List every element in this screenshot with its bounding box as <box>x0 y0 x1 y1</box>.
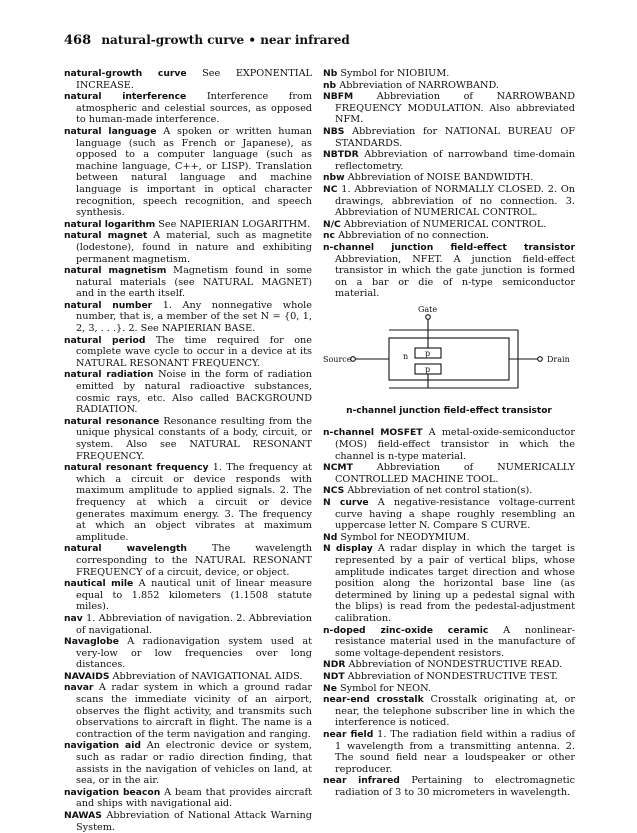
entry-term: navigation aid <box>64 740 141 752</box>
entry-term: nb <box>323 79 337 91</box>
dictionary-entry <box>323 485 575 497</box>
entry-text: An electronic device or system, such as radar or radio direction finding, that assists in the navigation of vehicles on land, at sea, or in the air. <box>76 740 312 787</box>
dictionary-entry <box>323 462 575 485</box>
entry-text: 1. Abbreviation of navigation. 2. Abbreviation of navigational. <box>76 612 312 636</box>
jfet-diagram <box>323 304 575 400</box>
entry-term: Ne <box>323 682 337 694</box>
entry-text: Abbreviation of National Attack Warning System. <box>76 810 312 833</box>
dictionary-entry <box>64 682 312 740</box>
entry-text: 1. Any nonnegative whole number, that is, a member of the set N = {0, 1, 2, 3, . . .}. 2. See NAPIERIAN BASE. <box>76 299 313 335</box>
entry-text: Interference from atmospheric and celestial sources, as opposed to human-made interference. <box>76 91 313 126</box>
dictionary-entry <box>323 775 575 798</box>
entry-text: The time required for one complete wave cycle to occur in a device at its NATURAL RESONANT FREQUENCY. <box>76 334 312 369</box>
entry-term: Nd <box>323 531 338 543</box>
entry-term: N curve <box>323 497 369 509</box>
dictionary-entry <box>64 671 312 683</box>
dictionary-entry <box>64 543 312 578</box>
entry-text: Abbreviation of NARROWBAND FREQUENCY MODULATION. Also abbreviated NFM. <box>335 91 575 126</box>
dictionary-entry <box>64 68 312 91</box>
entry-text: The wavelength corresponding to the NATURAL RESONANT FREQUENCY of a circuit, device, or object. <box>76 543 312 578</box>
dictionary-entry <box>64 613 312 636</box>
dictionary-entry <box>64 787 312 810</box>
entry-term: near field <box>323 728 374 740</box>
figure-caption: n-channel junction field-effect transistor <box>346 405 552 416</box>
entry-text: 1. The radiation field within a radius of 1 wavelength from a transmitting antenna. 2. The sound field near a loudspeaker or other reproducer. <box>335 728 576 775</box>
entry-term: NAVAIDS <box>64 670 110 682</box>
entry-text: A material, such as magnetite (lodestone), found in nature and exhibiting permanent magnetism. <box>76 230 312 265</box>
entry-text: Abbreviation, NFET. A junction field-effect transistor in which the gate junction is formed on a bar or die of n-type semiconductor material. <box>335 253 575 300</box>
entry-term: natural resonant frequency <box>64 462 209 474</box>
left-column <box>64 68 312 833</box>
dictionary-entry <box>64 335 312 370</box>
entry-text: A beam that provides aircraft and ships with navigational aid. <box>76 786 313 810</box>
entry-text: Abbreviation of NONDESTRUCTIVE READ. <box>345 659 563 671</box>
entry-text: A radionavigation system used at very-low or low frequencies over long distances. <box>76 636 312 671</box>
dictionary-entry <box>323 497 575 532</box>
entry-text: Abbreviation of no connection. <box>335 230 490 242</box>
entry-term: natural number <box>64 299 153 311</box>
entry-term: natural magnet <box>64 230 148 242</box>
entry-text: A nautical unit of linear measure equal to 1.852 kilometers (1.1508 statute miles). <box>76 578 313 613</box>
dictionary-entry <box>64 219 312 231</box>
entry-text: Crosstalk originating at, or near, the telephone subscriber line in which the interference is noticed. <box>335 694 575 729</box>
entry-term: NBS <box>323 125 345 137</box>
entry-text: Magnetism found in some natural materials (see NATURAL MAGNET) and in the earth itself. <box>76 265 312 300</box>
n-label: n <box>403 351 409 361</box>
dictionary-entry <box>323 694 575 729</box>
dictionary-entry <box>323 683 575 695</box>
entry-text: See EXPONENTIAL INCREASE. <box>76 68 312 91</box>
entry-text: Symbol for NEON. <box>336 682 432 694</box>
entry-text: Abbreviation of NUMERICALLY CONTROLLED MACHINE TOOL. <box>335 462 575 485</box>
entry-term: nc <box>323 230 335 242</box>
entry-text: A radar display in which the target is represented by a pair of vertical blips, whose amplitude indicates target direction and whose position along the horizontal base line (as determined by lining up a pedestal signal with the blips) is read from the pedestal-adjustment calibration. <box>335 543 575 624</box>
entry-text: A metal-oxide-semiconductor (MOS) field-effect transistor in which the channel is n-type material. <box>335 427 575 462</box>
entry-term: natural resonance <box>64 415 160 427</box>
dictionary-entry <box>323 543 575 624</box>
dictionary-entry <box>323 242 575 300</box>
entry-term: N/C <box>323 218 341 230</box>
entry-term: NBTDR <box>323 149 359 161</box>
entry-text: 1. Abbreviation of NORMALLY CLOSED. 2. On drawings, abbreviation of no connection. 3. Abbreviation of NUMERICAL CONTROL. <box>335 183 575 219</box>
dictionary-entry <box>64 462 312 543</box>
dictionary-entry <box>64 265 312 300</box>
entry-text: A nonlinear-resistance material used in the manufacture of some voltage-dependent resistors. <box>335 624 575 659</box>
entry-text: Abbreviation for NATIONAL BUREAU OF STANDARDS. <box>335 125 575 149</box>
dictionary-entry <box>323 729 575 775</box>
entry-term: natural radiation <box>64 369 154 381</box>
entry-term: natural period <box>64 334 146 346</box>
p-top-label: p <box>425 348 431 358</box>
entry-text: Abbreviation of NOISE BANDWIDTH. <box>344 172 534 184</box>
gate-label: Gate <box>418 304 438 314</box>
dictionary-entry <box>323 80 575 92</box>
entry-term: NCMT <box>323 462 353 474</box>
dictionary-entry <box>64 810 312 833</box>
entry-term: n-channel junction field-effect transistor <box>323 241 575 253</box>
entry-term: N display <box>323 543 373 555</box>
entry-term: navigation beacon <box>64 786 161 798</box>
drain-terminal-icon <box>538 357 543 362</box>
entry-term: NBFM <box>323 91 354 103</box>
entry-text: Abbreviation of NARROWBAND. <box>336 79 500 91</box>
entry-term: near-end crosstalk <box>323 694 424 706</box>
entry-term: nautical mile <box>64 578 134 590</box>
entry-text: Abbreviation of net control station(s). <box>344 485 533 497</box>
entry-text: A negative-resistance voltage-current curve having a shape roughly resembling an uppercase letter N. Compare S CURVE. <box>335 497 575 532</box>
entry-text: See NAPIERIAN LOGARITHM. <box>155 218 311 230</box>
dictionary-entry <box>64 126 312 219</box>
entry-text: A spoken or written human language (such as French or Japanese), as opposed to a computer language (such as machine language, C++, or LISP). Translation between natural language and machine language is important in optical character recognition, speech recognition, and speech synthesis. <box>76 125 312 219</box>
dictionary-entry <box>64 416 312 462</box>
entry-term: natural language <box>64 125 157 137</box>
dictionary-entry <box>323 219 575 231</box>
entry-text: Abbreviation of NONDESTRUCTIVE TEST. <box>344 670 558 682</box>
entry-text: Symbol for NEODYMIUM. <box>337 531 470 543</box>
running-head: natural-growth curve • near infrared <box>101 33 350 47</box>
dictionary-entry <box>323 532 575 544</box>
dictionary-entry <box>64 369 312 415</box>
page-number: 468 <box>64 33 92 48</box>
dictionary-entry <box>64 636 312 671</box>
drain-label: Drain <box>547 354 570 364</box>
source-label: Source <box>323 354 352 364</box>
entry-term: Nb <box>323 68 338 79</box>
entry-text: A radar system in which a ground radar scans the immediate vicinity of an airport, observes the flight activity, and transmits such observations to aircraft in flight. The name is a contraction of the term navigation and ranging. <box>76 682 312 740</box>
dictionary-entry <box>323 671 575 683</box>
dictionary-entry <box>64 578 312 613</box>
page-header <box>64 33 350 48</box>
entry-text: Abbreviation of NAVIGATIONAL AIDS. <box>109 670 303 682</box>
dictionary-entry <box>64 230 312 265</box>
entry-term: natural interference <box>64 91 187 103</box>
dictionary-entry <box>64 91 312 126</box>
dictionary-entry <box>323 184 575 219</box>
entry-term: n-channel MOSFET <box>323 427 423 439</box>
dictionary-entry <box>323 625 575 660</box>
dictionary-entry <box>323 172 575 184</box>
entry-text: Pertaining to electromagnetic radiation of 3 to 30 micrometers in wavelength. <box>335 775 575 798</box>
entry-term: nav <box>64 612 83 624</box>
entry-term: NC <box>323 183 338 195</box>
dictionary-entry <box>323 68 575 80</box>
entry-text: Symbol for NIOBIUM. <box>337 68 450 79</box>
dictionary-entry <box>323 149 575 172</box>
entry-term: Navaglobe <box>64 636 119 648</box>
entry-text: Resonance resulting from the unique physical constants of a body, circuit, or system. Also see NATURAL RESONANT FREQUENCY. <box>76 415 312 462</box>
entry-text: Noise in the form of radiation emitted by natural radioactive substances, cosmic rays, etc. Also called BACKGROUND RADIATION. <box>76 369 312 416</box>
entry-term: natural wavelength <box>64 543 187 555</box>
dictionary-entry <box>323 427 575 462</box>
entry-text: Abbreviation of NUMERICAL CONTROL. <box>340 218 547 230</box>
entry-term: NDT <box>323 670 345 682</box>
entry-text: Abbreviation of narrowband time-domain reflectometry. <box>335 149 575 172</box>
entry-term: n-doped zinc-oxide ceramic <box>323 624 489 636</box>
dictionary-entry <box>323 659 575 671</box>
entry-term: navar <box>64 682 94 694</box>
entry-term: natural magnetism <box>64 265 167 277</box>
right-column <box>323 68 575 798</box>
jfet-schematic <box>323 304 575 400</box>
dictionary-entry <box>64 740 312 786</box>
dictionary-entry <box>323 126 575 149</box>
dictionary-entry <box>323 230 575 242</box>
entry-term: near infrared <box>323 775 400 787</box>
entry-text: 1. The frequency at which a circuit or device responds with maximum amplitude to applied signals. 2. The frequency at which a circuit or device generates maximum energy. 3. The frequency at which an object vibrates at maximum amplitude. <box>76 462 312 543</box>
dictionary-entry <box>323 91 575 126</box>
entry-term: NCS <box>323 485 345 497</box>
entry-term: nbw <box>323 172 345 184</box>
dictionary-entry <box>64 300 312 335</box>
p-bottom-label: p <box>425 364 431 374</box>
entry-term: NDR <box>323 659 346 671</box>
entry-term: natural logarithm <box>64 218 156 230</box>
entry-term: NAWAS <box>64 810 102 821</box>
entry-term: natural-growth curve <box>64 68 187 79</box>
